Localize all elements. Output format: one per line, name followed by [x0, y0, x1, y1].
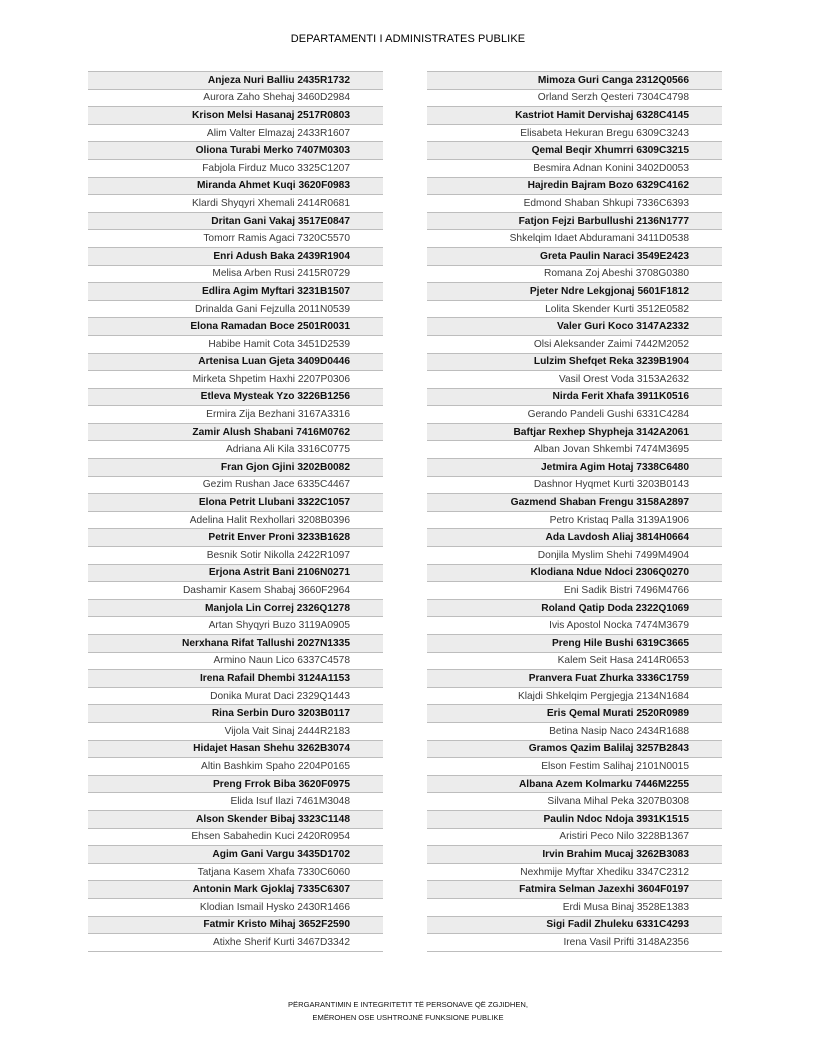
right-list-item: Fatmira Selman Jazexhi 3604F0197: [427, 880, 722, 898]
left-list-item: Elida Isuf Ilazi 7461M3048: [88, 792, 383, 810]
right-list-item: Erdi Musa Binaj 3528E1383: [427, 898, 722, 916]
left-list-item: Anjeza Nuri Balliu 2435R1732: [88, 71, 383, 89]
left-list-item: Edlira Agim Myftari 3231B1507: [88, 282, 383, 300]
left-list-item: Ehsen Sabahedin Kuci 2420R0954: [88, 828, 383, 846]
right-list-item: Orland Serzh Qesteri 7304C4798: [427, 89, 722, 107]
left-list-item: Klardi Shyqyri Xhemali 2414R0681: [88, 194, 383, 212]
left-list-item: Vijola Vait Sinaj 2444R2183: [88, 722, 383, 740]
right-list-item: Vasil Orest Voda 3153A2632: [427, 370, 722, 388]
left-list-item: Preng Frrok Biba 3620F0975: [88, 775, 383, 793]
right-list-item: Gramos Qazim Balilaj 3257B2843: [427, 740, 722, 758]
left-list-item: Fran Gjon Gjini 3202B0082: [88, 458, 383, 476]
right-list-item: Lulzim Shefqet Reka 3239B1904: [427, 353, 722, 371]
left-list-item: Irena Rafail Dhembi 3124A1153: [88, 669, 383, 687]
left-list-item: Elona Petrit Llubani 3322C1057: [88, 493, 383, 511]
right-list-item: Dashnor Hyqmet Kurti 3203B0143: [427, 476, 722, 494]
left-list-bottom-rule: [88, 951, 383, 952]
footer: [0, 998, 816, 1024]
left-list-item: Rina Serbin Duro 3203B0117: [88, 704, 383, 722]
left-list-item: Dritan Gani Vakaj 3517E0847: [88, 212, 383, 230]
left-list-item: Adelina Halit Rexhollari 3208B0396: [88, 511, 383, 529]
left-list-item: Krison Melsi Hasanaj 2517R0803: [88, 106, 383, 124]
right-list-bottom-rule: [427, 951, 722, 952]
right-list-item: Sigi Fadil Zhuleku 6331C4293: [427, 916, 722, 934]
right-list-item: Preng Hile Bushi 6319C3665: [427, 634, 722, 652]
right-list-item: Greta Paulin Naraci 3549E2423: [427, 247, 722, 265]
left-list-item: Oliona Turabi Merko 7407M0303: [88, 141, 383, 159]
right-list-item: Olsi Aleksander Zaimi 7442M2052: [427, 335, 722, 353]
right-list-item: Baftjar Rexhep Shypheja 3142A2061: [427, 423, 722, 441]
right-list-item: Eni Sadik Bistri 7496M4766: [427, 581, 722, 599]
left-list-item: Tomorr Ramis Agaci 7320C5570: [88, 229, 383, 247]
right-list-item: Irvin Brahim Mucaj 3262B3083: [427, 845, 722, 863]
right-list-item: Irena Vasil Prifti 3148A2356: [427, 933, 722, 951]
left-list-item: Hidajet Hasan Shehu 3262B3074: [88, 740, 383, 758]
right-list-item: Elson Festim Salihaj 2101N0015: [427, 757, 722, 775]
left-list-item: Atixhe Sherif Kurti 3467D3342: [88, 933, 383, 951]
right-list-item: Eris Qemal Murati 2520R0989: [427, 704, 722, 722]
right-list-item: Nexhmije Myftar Xhediku 3347C2312: [427, 863, 722, 881]
right-list-item: Edmond Shaban Shkupi 7336C6393: [427, 194, 722, 212]
left-list-item: Dashamir Kasem Shabaj 3660F2964: [88, 581, 383, 599]
left-list-item: Elona Ramadan Boce 2501R0031: [88, 317, 383, 335]
right-list-item: Qemal Beqir Xhumrri 6309C3215: [427, 141, 722, 159]
right-list-item: Mimoza Guri Canga 2312Q0566: [427, 71, 722, 89]
left-list-item: Donika Murat Daci 2329Q1443: [88, 687, 383, 705]
left-list-item: Armino Naun Lico 6337C4578: [88, 652, 383, 670]
right-list-item: Alban Jovan Shkembi 7474M3695: [427, 440, 722, 458]
right-list-item: Kalem Seit Hasa 2414R0653: [427, 652, 722, 670]
right-list-item: Jetmira Agim Hotaj 7338C6480: [427, 458, 722, 476]
left-list-item: Fatmir Kristo Mihaj 3652F2590: [88, 916, 383, 934]
right-list-item: Klajdi Shkelqim Pergjegja 2134N1684: [427, 687, 722, 705]
right-list-item: Klodiana Ndue Ndoci 2306Q0270: [427, 564, 722, 582]
right-list-item: Petro Kristaq Palla 3139A1906: [427, 511, 722, 529]
right-list-item: Ivis Apostol Nocka 7474M3679: [427, 616, 722, 634]
right-list-item: Valer Guri Koco 3147A2332: [427, 317, 722, 335]
left-list-item: Antonin Mark Gjoklaj 7335C6307: [88, 880, 383, 898]
right-list-item: Shkelqim Idaet Abduramani 3411D0538: [427, 229, 722, 247]
left-list-item: Altin Bashkim Spaho 2204P0165: [88, 757, 383, 775]
left-list-item: Manjola Lin Correj 2326Q1278: [88, 599, 383, 617]
left-list-item: Alson Skender Bibaj 3323C1148: [88, 810, 383, 828]
left-list-item: Drinalda Gani Fejzulla 2011N0539: [88, 300, 383, 318]
left-list-item: Ermira Zija Bezhani 3167A3316: [88, 405, 383, 423]
right-list-item: Donjila Myslim Shehi 7499M4904: [427, 546, 722, 564]
right-list-item: Albana Azem Kolmarku 7446M2255: [427, 775, 722, 793]
left-list-item: Melisa Arben Rusi 2415R0729: [88, 265, 383, 283]
right-name-list: [427, 71, 722, 952]
left-list-item: Zamir Alush Shabani 7416M0762: [88, 423, 383, 441]
footer-line-1: PËRGARANTIMIN E INTEGRITETIT TË PERSONAVE QË ZGJIDHEN,: [287, 1000, 529, 1009]
left-list-item: Enri Adush Baka 2439R1904: [88, 247, 383, 265]
left-list-item: Mirketa Shpetim Haxhi 2207P0306: [88, 370, 383, 388]
left-list-item: Gezim Rushan Jace 6335C4467: [88, 476, 383, 494]
right-list-item: Elisabeta Hekuran Bregu 6309C3243: [427, 124, 722, 142]
right-list-item: Ada Lavdosh Aliaj 3814H0664: [427, 528, 722, 546]
left-list-item: Tatjana Kasem Xhafa 7330C6060: [88, 863, 383, 881]
left-list-item: Artenisa Luan Gjeta 3409D0446: [88, 353, 383, 371]
right-list-item: Silvana Mihal Peka 3207B0308: [427, 792, 722, 810]
right-list-item: Kastriot Hamit Dervishaj 6328C4145: [427, 106, 722, 124]
left-list-item: Alim Valter Elmazaj 2433R1607: [88, 124, 383, 142]
left-name-list: [88, 71, 383, 952]
left-list-item: Fabjola Firduz Muco 3325C1207: [88, 159, 383, 177]
right-list-item: Pranvera Fuat Zhurka 3336C1759: [427, 669, 722, 687]
left-list-item: Agim Gani Vargu 3435D1702: [88, 845, 383, 863]
right-list-item: Pjeter Ndre Lekgjonaj 5601F1812: [427, 282, 722, 300]
right-list-item: Paulin Ndoc Ndoja 3931K1515: [427, 810, 722, 828]
right-list-item: Hajredin Bajram Bozo 6329C4162: [427, 177, 722, 195]
left-list-item: Adriana Ali Kila 3316C0775: [88, 440, 383, 458]
right-list-item: Gazmend Shaban Frengu 3158A2897: [427, 493, 722, 511]
left-list-item: Etleva Mysteak Yzo 3226B1256: [88, 388, 383, 406]
right-list-item: Lolita Skender Kurti 3512E0582: [427, 300, 722, 318]
right-list-item: Aristiri Peco Nilo 3228B1367: [427, 828, 722, 846]
right-list-item: Roland Qatip Doda 2322Q1069: [427, 599, 722, 617]
left-list-item: Aurora Zaho Shehaj 3460D2984: [88, 89, 383, 107]
left-list-item: Besnik Sotir Nikolla 2422R1097: [88, 546, 383, 564]
right-list-item: Besmira Adnan Konini 3402D0053: [427, 159, 722, 177]
right-list-item: Romana Zoj Abeshi 3708G0380: [427, 265, 722, 283]
left-list-item: Artan Shyqyri Buzo 3119A0905: [88, 616, 383, 634]
right-list-item: Fatjon Fejzi Barbullushi 2136N1777: [427, 212, 722, 230]
right-list-item: Betina Nasip Naco 2434R1688: [427, 722, 722, 740]
right-list-item: Gerando Pandeli Gushi 6331C4284: [427, 405, 722, 423]
left-list-item: Klodian Ismail Hysko 2430R1466: [88, 898, 383, 916]
footer-line-2: EMËROHEN OSE USHTROJNË FUNKSIONE PUBLIKE: [312, 1013, 504, 1022]
left-list-item: Nerxhana Rifat Tallushi 2027N1335: [88, 634, 383, 652]
left-list-item: Habibe Hamit Cota 3451D2539: [88, 335, 383, 353]
left-list-item: Erjona Astrit Bani 2106N0271: [88, 564, 383, 582]
page-title: DEPARTAMENTI I ADMINISTRATES PUBLIKE: [290, 33, 526, 45]
left-list-item: Petrit Enver Proni 3233B1628: [88, 528, 383, 546]
right-list-item: Nirda Ferit Xhafa 3911K0516: [427, 388, 722, 406]
left-list-item: Miranda Ahmet Kuqi 3620F0983: [88, 177, 383, 195]
